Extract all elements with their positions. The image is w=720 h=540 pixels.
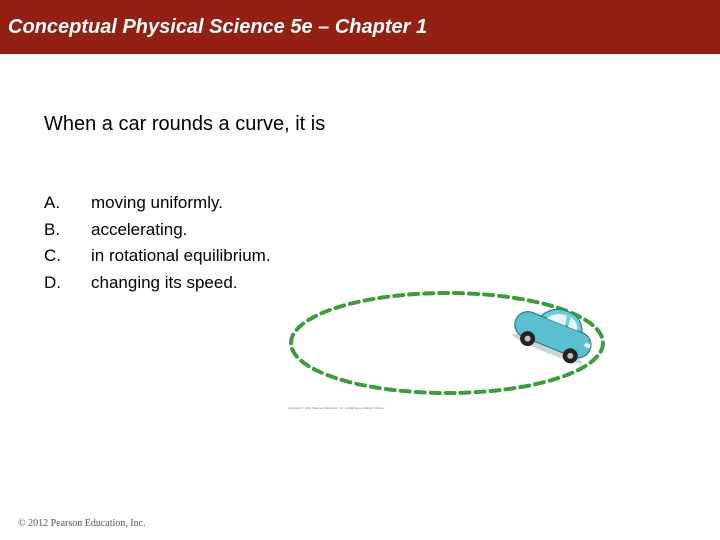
car-on-curve-illustration (282, 290, 612, 400)
choice-letter: A. (44, 193, 61, 212)
choice-letter: B. (44, 219, 61, 239)
choice-text: moving uniformly. (91, 193, 223, 212)
choice-d (44, 270, 271, 297)
title-bar (0, 0, 720, 54)
choice-text: accelerating. (91, 219, 188, 239)
choice-text: in rotational equilibrium. (91, 246, 271, 265)
choice-a (44, 190, 271, 217)
slide-title: Conceptual Physical Science 5e – Chapter 1 (8, 16, 428, 38)
choice-c (44, 243, 271, 270)
question-text: When a car rounds a curve, it is (44, 113, 326, 135)
choice-text: changing its speed. (91, 272, 238, 292)
choice-b (44, 217, 271, 244)
choice-letter: D. (44, 272, 61, 292)
footer-copyright: © 2012 Pearson Education, Inc. (18, 518, 146, 529)
figure-credit: Copyright © 2011 Pearson Education, Inc. publishing as Addison Wesley (288, 406, 385, 410)
choice-letter: C. (44, 246, 61, 265)
answer-choices (44, 190, 271, 296)
